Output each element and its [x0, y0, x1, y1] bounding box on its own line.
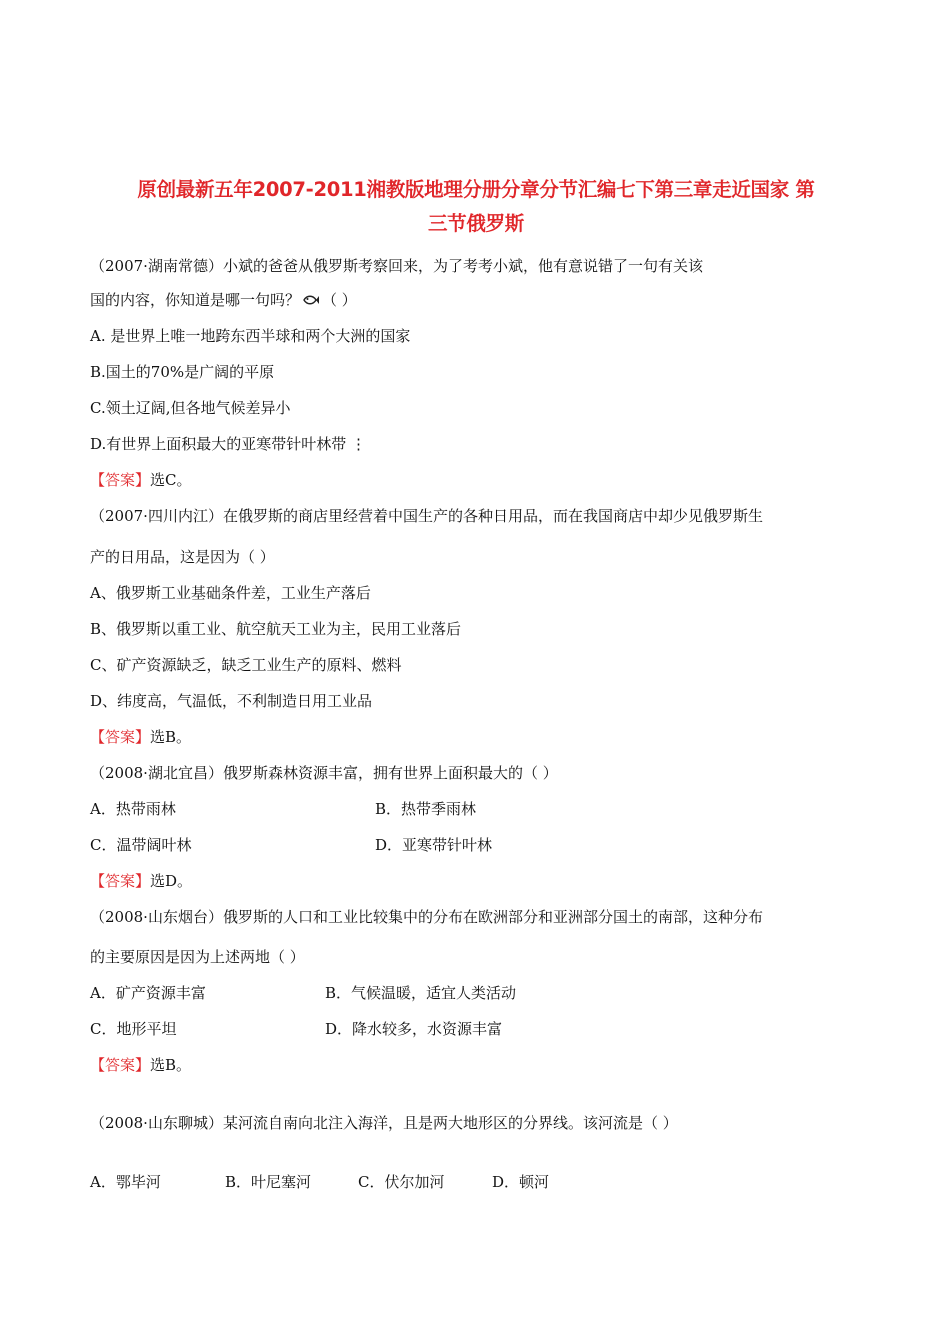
q5-option-a: A．鄂毕河	[90, 1173, 161, 1191]
q5-stem: （2008·山东聊城）某河流自南向北注入海洋，且是两大地形区的分界线。该河流是（ ）	[90, 1114, 678, 1132]
q4-answer-text: 选B。	[150, 1056, 192, 1074]
answer-label: 【答案】	[90, 1056, 151, 1074]
answer-label: 【答案】	[90, 872, 151, 890]
q1-answer	[90, 470, 192, 490]
q1-stem-line-2	[90, 290, 357, 311]
q1-option-d	[90, 434, 366, 454]
q3-option-b: B．热带季雨林	[375, 800, 477, 818]
q2-answer-text: 选B。	[150, 728, 192, 746]
q2-stem-line-1: （2007·四川内江）在俄罗斯的商店里经营着中国生产的各种日用品，而在我国商店中却少见俄罗斯生	[90, 507, 763, 525]
q3-answer	[90, 871, 192, 891]
q3-option-c: C．温带阔叶林	[90, 836, 192, 854]
q4-stem-line-2: 的主要原因是因为上述两地（ ）	[90, 948, 305, 966]
q5-option-d: D．顿河	[492, 1173, 550, 1191]
q1-option-a: A. 是世界上唯一地跨东西半球和两个大洲的国家	[90, 327, 411, 345]
title-line-2: 三节俄罗斯	[427, 212, 524, 235]
q4-option-a: A．矿产资源丰富	[90, 984, 206, 1002]
q4-option-b: B．气候温暖，适宜人类活动	[325, 984, 517, 1002]
answer-label: 【答案】	[90, 728, 151, 746]
q3-option-d: D．亚寒带针叶林	[375, 836, 493, 854]
title-line-1: 原创最新五年2007-2011湘教版地理分册分章分节汇编七下第三章走近国家 第	[137, 178, 815, 201]
q2-option-a: A、俄罗斯工业基础条件差，工业生产落后	[90, 584, 371, 602]
q2-stem-line-2: 产的日用品，这是因为（ ）	[90, 548, 275, 566]
document-title	[88, 173, 864, 241]
q1-option-b: B.国土的70%是广阔的平原	[90, 363, 275, 381]
q1-option-c: C.领土辽阔,但各地气候差异小	[90, 399, 291, 417]
q3-stem: （2008·湖北宜昌）俄罗斯森林资源丰富，拥有世界上面积最大的（ ）	[90, 764, 558, 782]
q5-option-b: B．叶尼塞河	[225, 1173, 312, 1191]
q3-option-a: A．热带雨林	[90, 800, 176, 818]
q3-answer-text: 选D。	[150, 872, 193, 890]
q1-stem-text: 国的内容，你知道是哪一句吗？	[90, 291, 301, 309]
fish-icon	[302, 291, 320, 311]
q4-answer	[90, 1055, 191, 1075]
q1-option-d-text: D.有世界上面积最大的亚寒带针叶林带	[90, 435, 347, 453]
q2-option-c: C、矿产资源缺乏，缺乏工业生产的原料、燃料	[90, 656, 402, 674]
q1-stem-line-1: （2007·湖南常德）小斌的爸爸从俄罗斯考察回来，为了考考小斌，他有意说错了一句有关该	[90, 257, 703, 275]
q4-option-d: D．降水较多，水资源丰富	[325, 1020, 503, 1038]
q2-option-b: B、俄罗斯以重工业、航空航天工业为主，民用工业落后	[90, 620, 462, 638]
q1-stem-blank: （ ）	[322, 291, 357, 309]
answer-label: 【答案】	[90, 471, 151, 489]
q1-option-d-mark: ⋮	[346, 435, 367, 453]
q2-option-d: D、纬度高，气温低，不利制造日用工业品	[90, 692, 373, 710]
q2-answer	[90, 727, 191, 747]
q1-answer-text: 选C。	[150, 471, 192, 489]
q4-option-c: C．地形平坦	[90, 1020, 177, 1038]
q5-option-c: C．伏尔加河	[358, 1173, 445, 1191]
q4-stem-line-1: （2008·山东烟台）俄罗斯的人口和工业比较集中的分布在欧洲部分和亚洲部分国土的南部，这种分布	[90, 908, 763, 926]
